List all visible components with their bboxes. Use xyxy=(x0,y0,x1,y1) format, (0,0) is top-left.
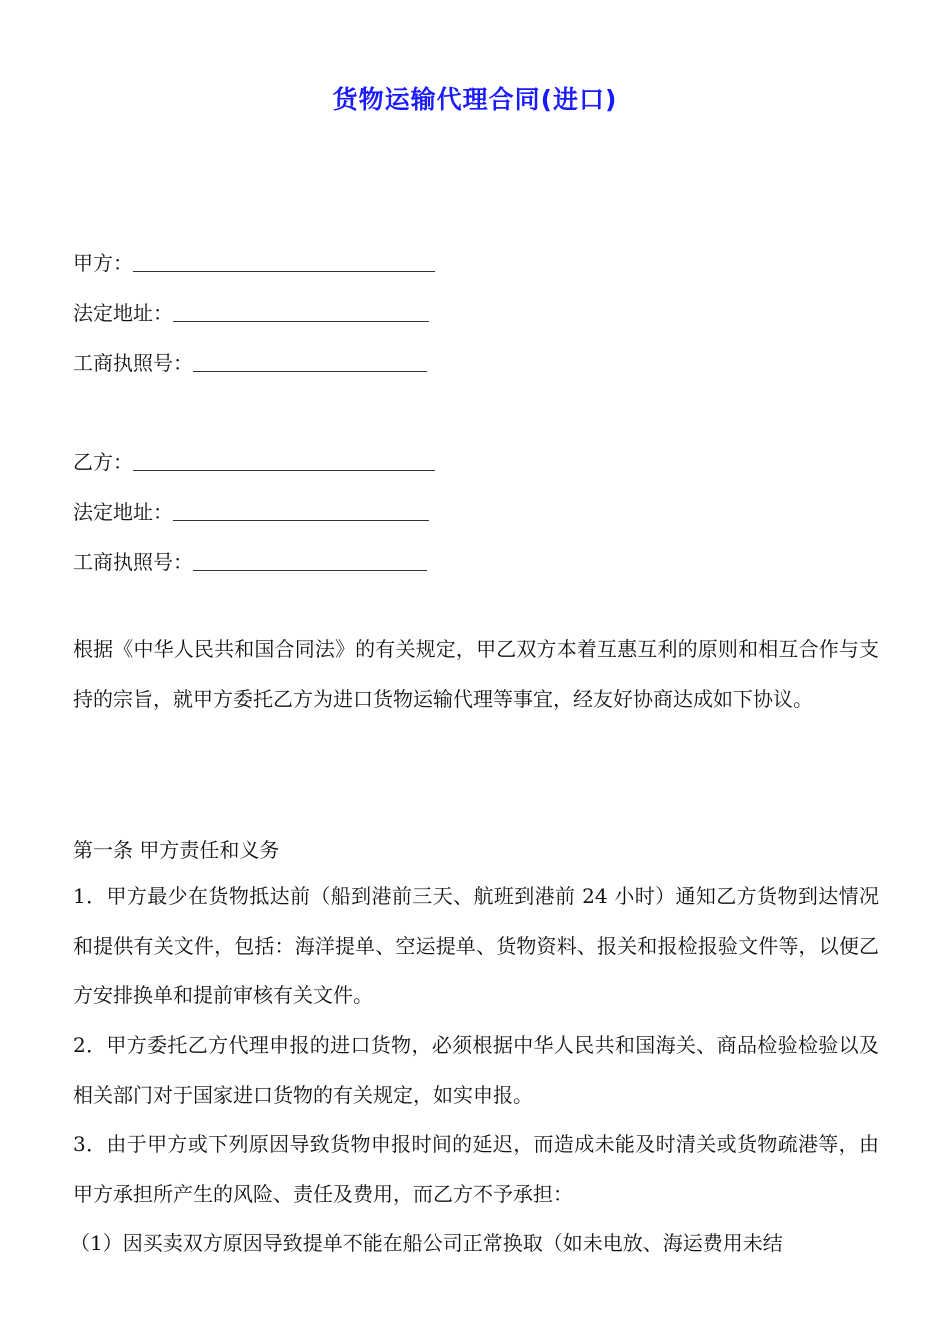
article-1-item-2: 2．甲方委托乙方代理申报的进口货物，必须根据中华人民共和国海关、商品检验检验以及相关部门对于国家进口货物的有关规定，如实申报。 xyxy=(73,1033,879,1107)
document-title: 货物运输代理合同(进口) xyxy=(332,85,618,114)
preamble-paragraph: 根据《中华人民共和国合同法》的有关规定，甲乙双方本着互惠互利的原则和相互合作与支持的宗旨，就甲方委托乙方为进口货物运输代理等事宜，经友好协商达成如下协议。 xyxy=(73,637,879,711)
party-a-name-field xyxy=(73,227,453,277)
party-b-name-blank[interactable] xyxy=(133,448,435,471)
party-a-address-blank[interactable] xyxy=(173,299,429,322)
party-a-license-blank[interactable] xyxy=(193,349,427,372)
party-b-license-field xyxy=(73,526,453,576)
party-a-name-label: 甲方： xyxy=(73,251,133,275)
party-b-address-field xyxy=(73,476,453,526)
party-b-license-blank[interactable] xyxy=(193,548,427,571)
party-b-name-field xyxy=(73,426,453,476)
article-1-item-1: 1．甲方最少在货物抵达前（船到港前三天、航班到港前 24 小时）通知乙方货物到达情况和提供有关文件，包括：海洋提单、空运提单、货物资料、报关和报检报验文件等，以便乙方安排换单和提前审核有关文件。 xyxy=(73,884,879,1007)
party-b-license-label: 工商执照号： xyxy=(73,550,193,574)
party-a-license-label: 工商执照号： xyxy=(73,351,193,375)
party-a-address-label: 法定地址： xyxy=(73,301,173,325)
party-a-name-blank[interactable] xyxy=(133,249,435,272)
article-1-item-3-sub-1: （1）因买卖双方原因导致提单不能在船公司正常换取（如未电放、海运费用未结 xyxy=(70,1231,783,1255)
article-1-heading: 第一条 甲方责任和义务 xyxy=(73,838,280,862)
party-b-address-blank[interactable] xyxy=(173,498,429,521)
party-b-block xyxy=(73,426,453,576)
party-a-address-field xyxy=(73,277,453,327)
party-a-license-field xyxy=(73,327,453,377)
party-b-address-label: 法定地址： xyxy=(73,500,173,524)
party-b-name-label: 乙方： xyxy=(73,450,133,474)
article-1-item-3: 3．由于甲方或下列原因导致货物申报时间的延迟，而造成未能及时清关或货物疏港等，由甲方承担所产生的风险、责任及费用，而乙方不予承担： xyxy=(73,1132,879,1206)
party-a-block xyxy=(73,227,453,377)
